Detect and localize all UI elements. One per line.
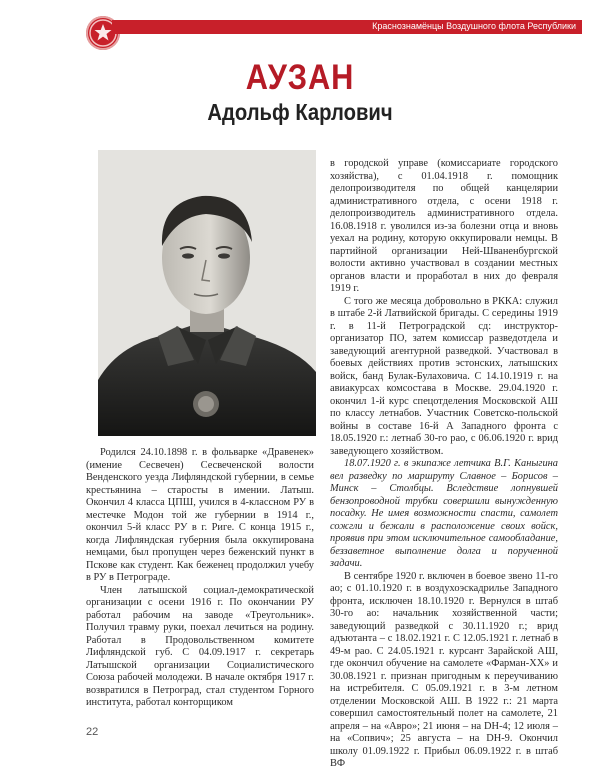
paragraph: В сентябре 1920 г. включен в боевое звено 11-го ао; с 01.10.1920 г. в воздухоэскадрилье Западного фронта, исключен 18.10.1920 г. Вернулся в штаб 30-го ао: начальник хозяйственной части; заведующий разведкой с 30.11.1920 г.; врид адъютанта – с 18.02.1921 г. С 12.05.1921 г. летнаб в 49-м рао. С 24.05.1921 г. курсант Зарайской АШ, где окончил обучение на самолете «Фарман-ХХ» и 30.08.1921 г. признан пригодным к переучиванию на истребителя. С 05.09.1921 г. в 3-м летном отделении Московской АШ. В 1922 г.: 21 марта совершил самостоятельный полет на самолете, 21 апреля – на «Авро»; 21 июня – на DH-4; 12 июля – на «Сопвич»; 25 августа – на DH-9. Окончил школу 01.09.1922 г. Прибыл 06.09.1922 г. в штаб ВФ	[330, 570, 558, 769]
series-title: Краснознамёнцы Воздушного флота Республики	[372, 21, 576, 31]
paragraph: Родился 24.10.1898 г. в фольварке «Дравенек» (имение Сесвечен) Сесвеченской волости Венденского уезда Лифляндской губернии, в семье крестьянина – старосты в имении. Латыш. Окончил 4 класса ЦПШ, учился в 4-классном РУ в местечке Модон той же губернии в 1914 г., окончил 5-й класс РУ в г. Риге. С конца 1915 г., когда Лифляндская губерния была оккупирована немцами, был пропущен через беженский пункт в Пскове как студент. Как беженец продолжил учебу в РУ в Петрограде.	[86, 447, 314, 583]
person-given-names: Адольф Карлович	[207, 99, 393, 125]
biography-right-column	[330, 158, 558, 771]
paragraph: Член латышской социал-демократической организации с осени 1916 г. По окончании РУ работал рабочим на заводе «Треугольник». Получил травму руки, поехал лечиться на родину. Работал в Продовольственном комитете Лифляндской губ. С 04.09.1917 г. секретарь Латышской организации Социалистического Союза рабочей молодежи. В начале октября 1917 г. возвратился в Петроград, стал студентом Горного института, работал конторщиком	[86, 584, 314, 708]
paragraph: в городской управе (комиссариате городского хозяйства), с 01.04.1918 г. помощник делопроизводителя по общей канцелярии административного отдела, с осени 1918 г. делопроизводитель административного отдела. 16.08.1918 г. уволился из-за болезни отца и вновь уехал на родину, которую оккупировали немцы. В партийной организации Ней-Шваненбургской волости активно участвовал в создании местных органов власти и проработал в них до февраля 1919 г.	[330, 158, 558, 294]
page-number: 22	[86, 726, 99, 738]
person-surname: АУЗАН	[245, 58, 355, 97]
header-bar	[112, 20, 582, 34]
award-citation-paragraph: 18.07.1920 г. в экипаже летчика В.Г. Каныгина вел разведку по маршруту Славное – Борисов – Минск – Столбцы. Вследствие лопнувшей бензопроводной трубки совершили вынужденную посадку. Не имея возможности спасти, самолет сожгли и бежали в расположение своих войск, проявив при этом исключительное самообладание, беззаветное выполнение долга и порученной задачи.	[330, 458, 558, 569]
paragraph: С того же месяца добровольно в РККА: служил в штабе 2-й Латвийской бригады. С середины 1919 г. в 11-й Петроградской сд: инструктор-организатор ПО, затем комиссар разведотдела и заведующий агентурной разведкой. Участвовал в боевых действиях против эстонских, латышских войск, банд Булак-Булаховича. С 14.10.1919 г. на авиакурсах комсостава в Москве. 29.04.1920 г. окончил 1-й курс спецотделения Московской АШ по классу летнабов. Участник Советско-польской войны в составе 16-й А Западного фронта с 18.05.1920 г.: летнаб 30-го рао, с 06.06.1920 г. врид заведующего хозяйством.	[330, 295, 558, 457]
biography-left-column	[86, 447, 314, 710]
portrait-photo	[98, 150, 316, 436]
